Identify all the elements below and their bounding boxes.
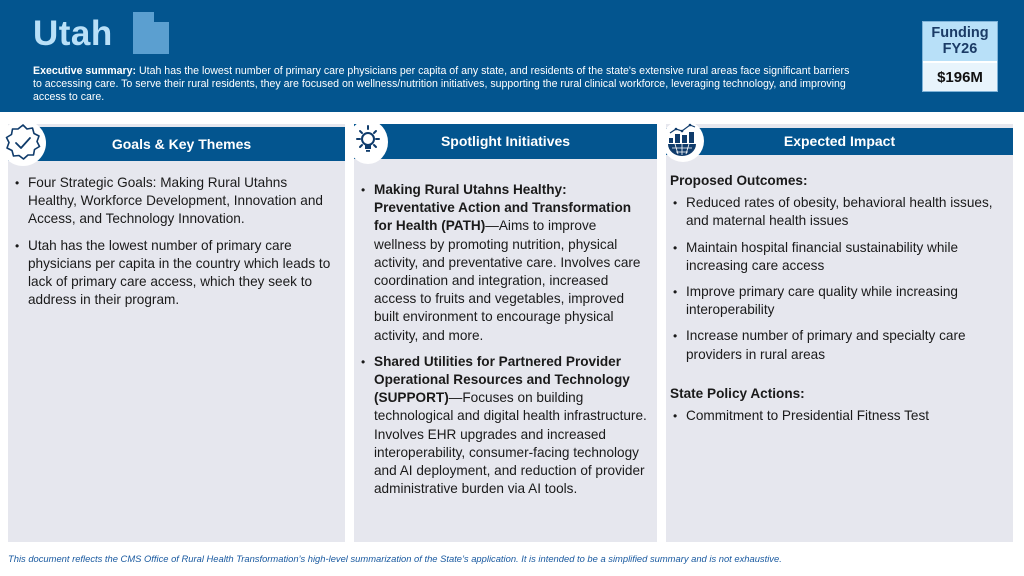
funding-label-line1: Funding xyxy=(931,25,989,41)
spotlight-item xyxy=(358,353,649,499)
outcome-item: • Reduced rates of obesity, behavioral health issues, and maternal health issues xyxy=(670,194,1005,230)
header-banner xyxy=(0,0,1024,112)
funding-label xyxy=(923,22,997,61)
goals-item: • Four Strategic Goals: Making Rural Utahns Healthy, Workforce Development, Innovation and Access, and Technology Innovation. xyxy=(12,174,337,229)
outcome-item: • Maintain hospital financial sustainability while increasing care access xyxy=(670,239,1005,275)
spotlight-item xyxy=(358,181,649,345)
lightbulb-icon xyxy=(348,120,388,164)
footer-disclaimer: This document reflects the CMS Office of Rural Health Transformation’s high-level summarization of the State’s application. It is intended to be a simplified summary and is not exhaustive. xyxy=(8,553,782,564)
goals-panel-body xyxy=(8,174,345,317)
impact-panel-title: Expected Impact xyxy=(666,128,1013,155)
executive-summary xyxy=(33,65,853,104)
spotlight-item-title: Shared Utilities for Partnered Provider Operational Resources and Technology (SUPPORT) xyxy=(374,353,630,406)
policy-heading: State Policy Actions: xyxy=(670,385,805,401)
chart-globe-icon xyxy=(662,120,704,162)
verified-badge-icon xyxy=(0,120,46,166)
utah-map-icon xyxy=(133,10,169,54)
goals-panel xyxy=(8,124,345,542)
goals-item: • Utah has the lowest number of primary care physicians per capita in the country which leads to lack of primary care access, which they seek to address in their program. xyxy=(12,237,337,310)
spotlight-panel-body xyxy=(354,181,657,506)
outcomes-heading: Proposed Outcomes: xyxy=(670,173,808,188)
impact-panel xyxy=(666,124,1013,542)
spotlight-item-text: —Aims to improve wellness by promoting nutrition, physical activity, and preventative care. Involves care coordination and integration, increased access to fruits and vegetables, improved built environment to encourage physical activity, and more. xyxy=(374,218,641,343)
executive-summary-label: Executive summary: xyxy=(33,65,137,77)
outcome-item: • Improve primary care quality while increasing interoperability xyxy=(670,283,1005,319)
spotlight-panel xyxy=(354,124,657,542)
outcome-item: • Increase number of primary and specialty care providers in rural areas xyxy=(670,327,1005,363)
executive-summary-text: Utah has the lowest number of primary care physicians per capita of any state, and residents of the state's extensive rural areas face significant barriers to accessing care. To serve their rural residents, they are focused on wellness/nutrition initiatives, supporting the rural clinical workforce, leveraging technology, and improving access to care. xyxy=(33,65,850,103)
funding-label-line2: FY26 xyxy=(942,41,978,57)
impact-panel-body xyxy=(666,172,1013,429)
policy-item: • Commitment to Presidential Fitness Test xyxy=(670,407,1005,425)
spotlight-panel-title: Spotlight Initiatives xyxy=(354,124,657,159)
funding-box xyxy=(922,21,998,92)
funding-value: $196M xyxy=(923,61,997,91)
goals-panel-title: Goals & Key Themes xyxy=(8,127,345,161)
page-title: Utah xyxy=(33,14,113,53)
spotlight-item-text: —Focuses on building technological and digital health infrastructure. Involves EHR upgrades and increased interoperability, consumer-facing technology and AI deployment, and reduction of provider administrative burden via AI tools. xyxy=(374,390,647,497)
spotlight-item-title: Making Rural Utahns Healthy: Preventative Action and Transformation for Health (PATH) xyxy=(374,182,632,234)
